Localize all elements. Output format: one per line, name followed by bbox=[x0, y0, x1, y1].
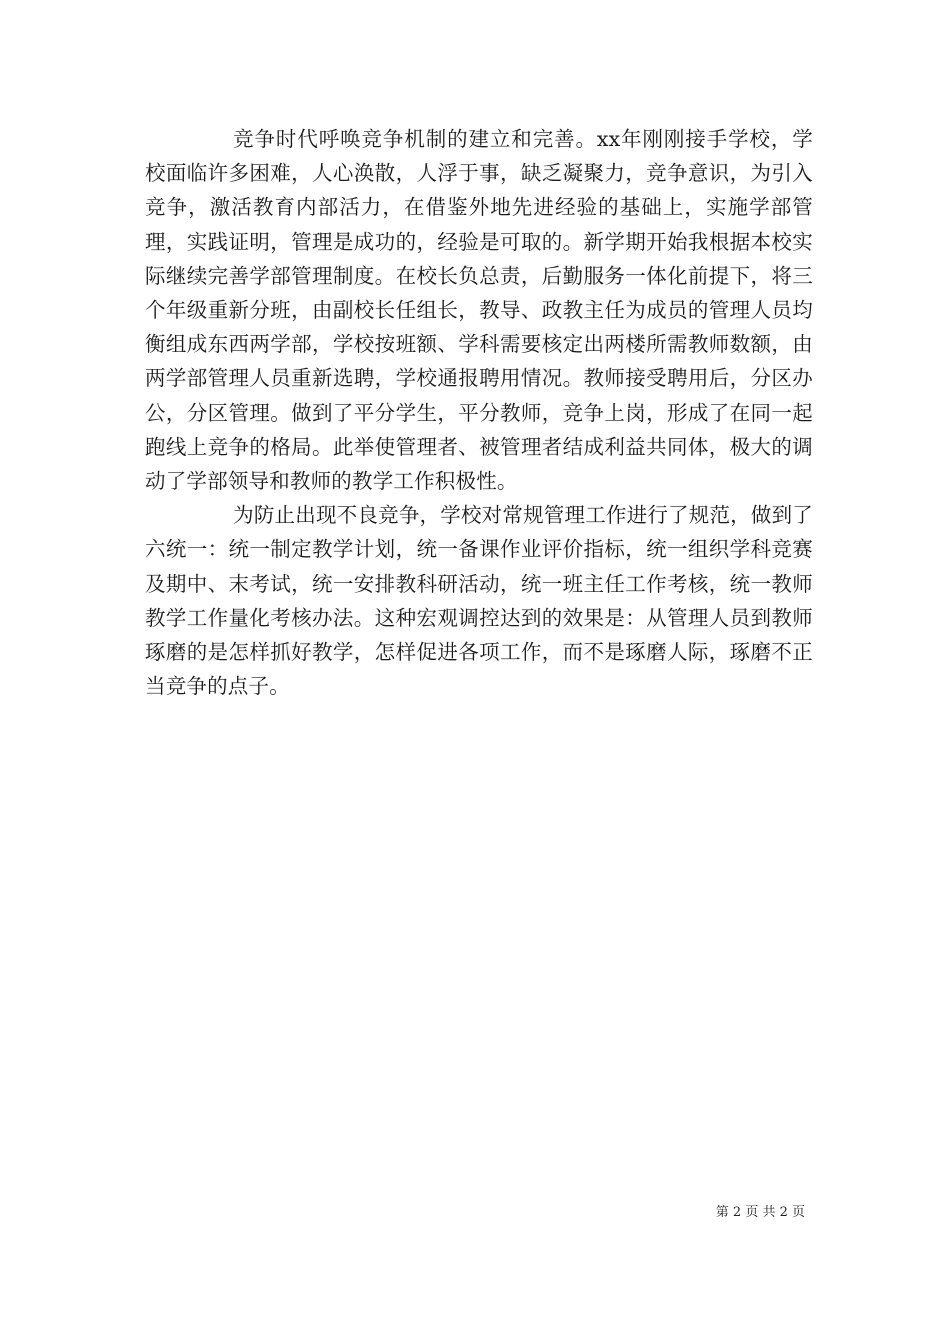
page-number: 第 2 页 共 2 页 bbox=[715, 1205, 805, 1220]
paragraph-2: 为防止出现不良竞争，学校对常规管理工作进行了规范，做到了六统一：统一制定教学计划，统一备课作业评价指标，统一组织学科竞赛及期中、末考试，统一安排教科研活动，统一班主任工作考核，统一教师教学工作量化考核办法。这种宏观调控达到的效果是：从管理人员到教师琢磨的是怎样抓好教学，怎样促进各项工作，而不是琢磨人际，琢磨不正当竞争的点子。 bbox=[145, 503, 813, 699]
paragraph-1: 竞争时代呼唤竞争机制的建立和完善。xx年刚刚接手学校，学校面临许多困难，人心涣散，人浮于事，缺乏凝聚力，竞争意识，为引入竞争，激活教育内部活力，在借鉴外地先进经验的基础上，实施学部管理，实践证明，管理是成功的，经验是可取的。新学期开始我根据本校实际继续完善学部管理制度。在校长负总责，后勤服务一体化前提下，将三个年级重新分班，由副校长任组长，教导、政教主任为成员的管理人员均衡组成东西两学部，学校按班额、学科需要核定出两楼所需教师数额，由两学部管理人员重新选聘，学校通报聘用情况。教师接受聘用后，分区办公，分区管理。做到了平分学生，平分教师，竞争上岗，形成了在同一起跑线上竞争的格局。此举使管理者、被管理者结成利益共同体，极大的调动了学部领导和教师的教学工作积极性。 bbox=[145, 127, 813, 494]
document-body bbox=[145, 122, 813, 703]
